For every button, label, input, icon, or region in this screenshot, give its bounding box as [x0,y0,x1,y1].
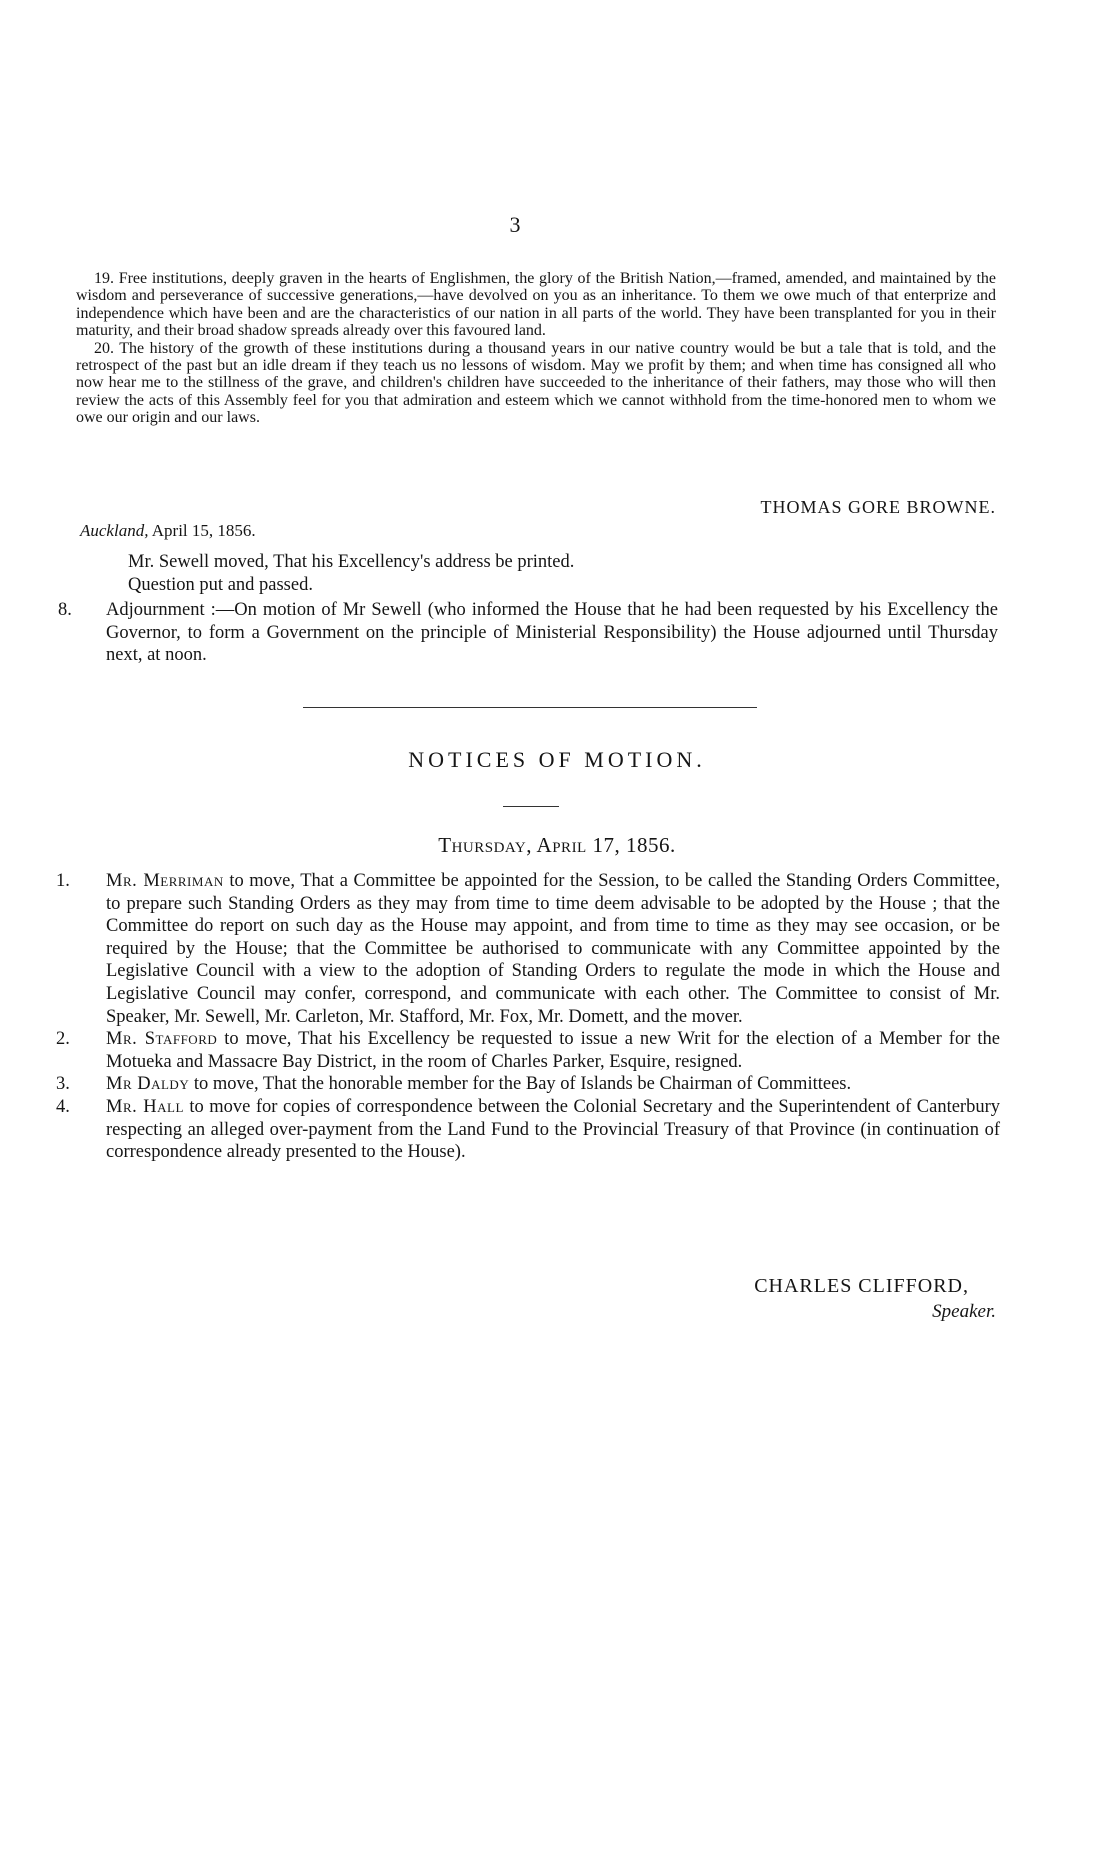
notices-title: NOTICES OF MOTION. [408,747,706,772]
notice-body [106,1096,1000,1164]
item-number: 8. [58,600,72,620]
title-underline [503,806,559,807]
day-heading: Thursday, April 17, 1856. [438,833,676,857]
notices-list [56,870,1000,1164]
notice-mover: Mr. Merriman [106,871,224,891]
notice-body [106,1073,1000,1096]
address-paragraph-20: 20. The history of the growth of these institutions during a thousand years in our native country would be but a tale that is told, and the retrospect of the past but an idle dream if they teach us no lessons of wisdom. May we profit by them; and when time has consigned all who now hear me to the stillness of the grave, and children's children have succeeded to the inheritance of their fathers, may those who will then review the acts of this Assembly feel for you that admiration and esteem which we cannot withhold from the time-honored men to whom we owe our origin and our laws. [76,339,996,427]
dateline-date: April 15, 1856. [151,521,256,540]
address-paragraph-19: 19. Free institutions, deeply graven in the hearts of Englishmen, the glory of the British Nation,—framed, amended, and maintained by the wisdom and perseverance of successive generations,—have devolved on you as an inheritance. To them we owe much of that enterprize and independence which have been and are the characteristics of our nation in all parts of the world. They have been transplanted for you in their maturity, and their broad shadow spreads already over this favoured land. [76,270,996,340]
notice-body [106,870,1000,1028]
notice-text: to move for copies of correspondence between the Colonial Secretary and the Superintendent of Canterbury respecting an alleged over-payment from the Land Fund to the Provincial Treasury of that Province (in continuation of correspondence already presented to the House). [106,1096,1000,1163]
address-dateline [80,521,256,541]
governor-address [76,270,996,427]
motion-print-address: Mr. Sewell moved, That his Excellency's address be printed. [128,552,575,572]
notice-item [56,1096,1000,1164]
adjournment-item [58,599,998,667]
speaker-signature: CHARLES CLIFFORD, [754,1275,969,1297]
question-passed: Question put and passed. [128,575,313,595]
governor-signature: THOMAS GORE BROWNE. [760,497,996,517]
notice-item [56,1073,1000,1096]
notice-number: 1. [56,871,70,891]
speaker-title: Speaker. [932,1301,996,1322]
notice-text: to move, That the honorable member for the Bay of Islands be Chairman of Committees. [189,1074,852,1095]
notice-text: to move, That his Excellency be requested to issue a new Writ for the election of a Member for the Motueka and Massacre Bay District, in the room of Charles Parker, Esquire, resigned. [106,1029,1001,1072]
notice-item [56,1028,1000,1073]
page-number: 3 [509,212,521,237]
notice-text: to move, That a Committee be appointed for the Session, to be called the Standing Orders Committee, to prepare such Standing Orders as they may from time to time deem advisable to be adopted by the House ; that the Committee do report on such day as the House may appoint, and from time to time as they may see occasion, or be required by the House; that the Committee be authorised to communicate with any Committee appointed by the Legislative Council with a view to the adoption of Standing Orders to regulate the mode in which the House and Legislative Council may confer, correspond, and communicate with each other. The Committee to consist of Mr. Speaker, Mr. Sewell, Mr. Carleton, Mr. Stafford, Mr. Fox, Mr. Domett, and the mover. [106,871,1000,1027]
notice-mover: Mr. Stafford [106,1029,218,1050]
notice-number: 2. [56,1029,70,1050]
adjournment-text: Adjournment :—On motion of Mr Sewell (who informed the House that he had been requested by his Excellency the Governor, to form a Government on the principle of Ministerial Responsibility) the House adjourned until Thursday next, at noon. [106,600,998,666]
notice-body [106,1028,1000,1073]
notice-mover: Mr. Hall [106,1096,184,1117]
notice-number: 4. [56,1096,70,1117]
notice-mover: Mr Daldy [106,1074,190,1095]
notice-item [56,870,1000,1028]
dateline-place: Auckland, [80,521,149,540]
notice-number: 3. [56,1074,70,1095]
section-divider [303,707,757,708]
